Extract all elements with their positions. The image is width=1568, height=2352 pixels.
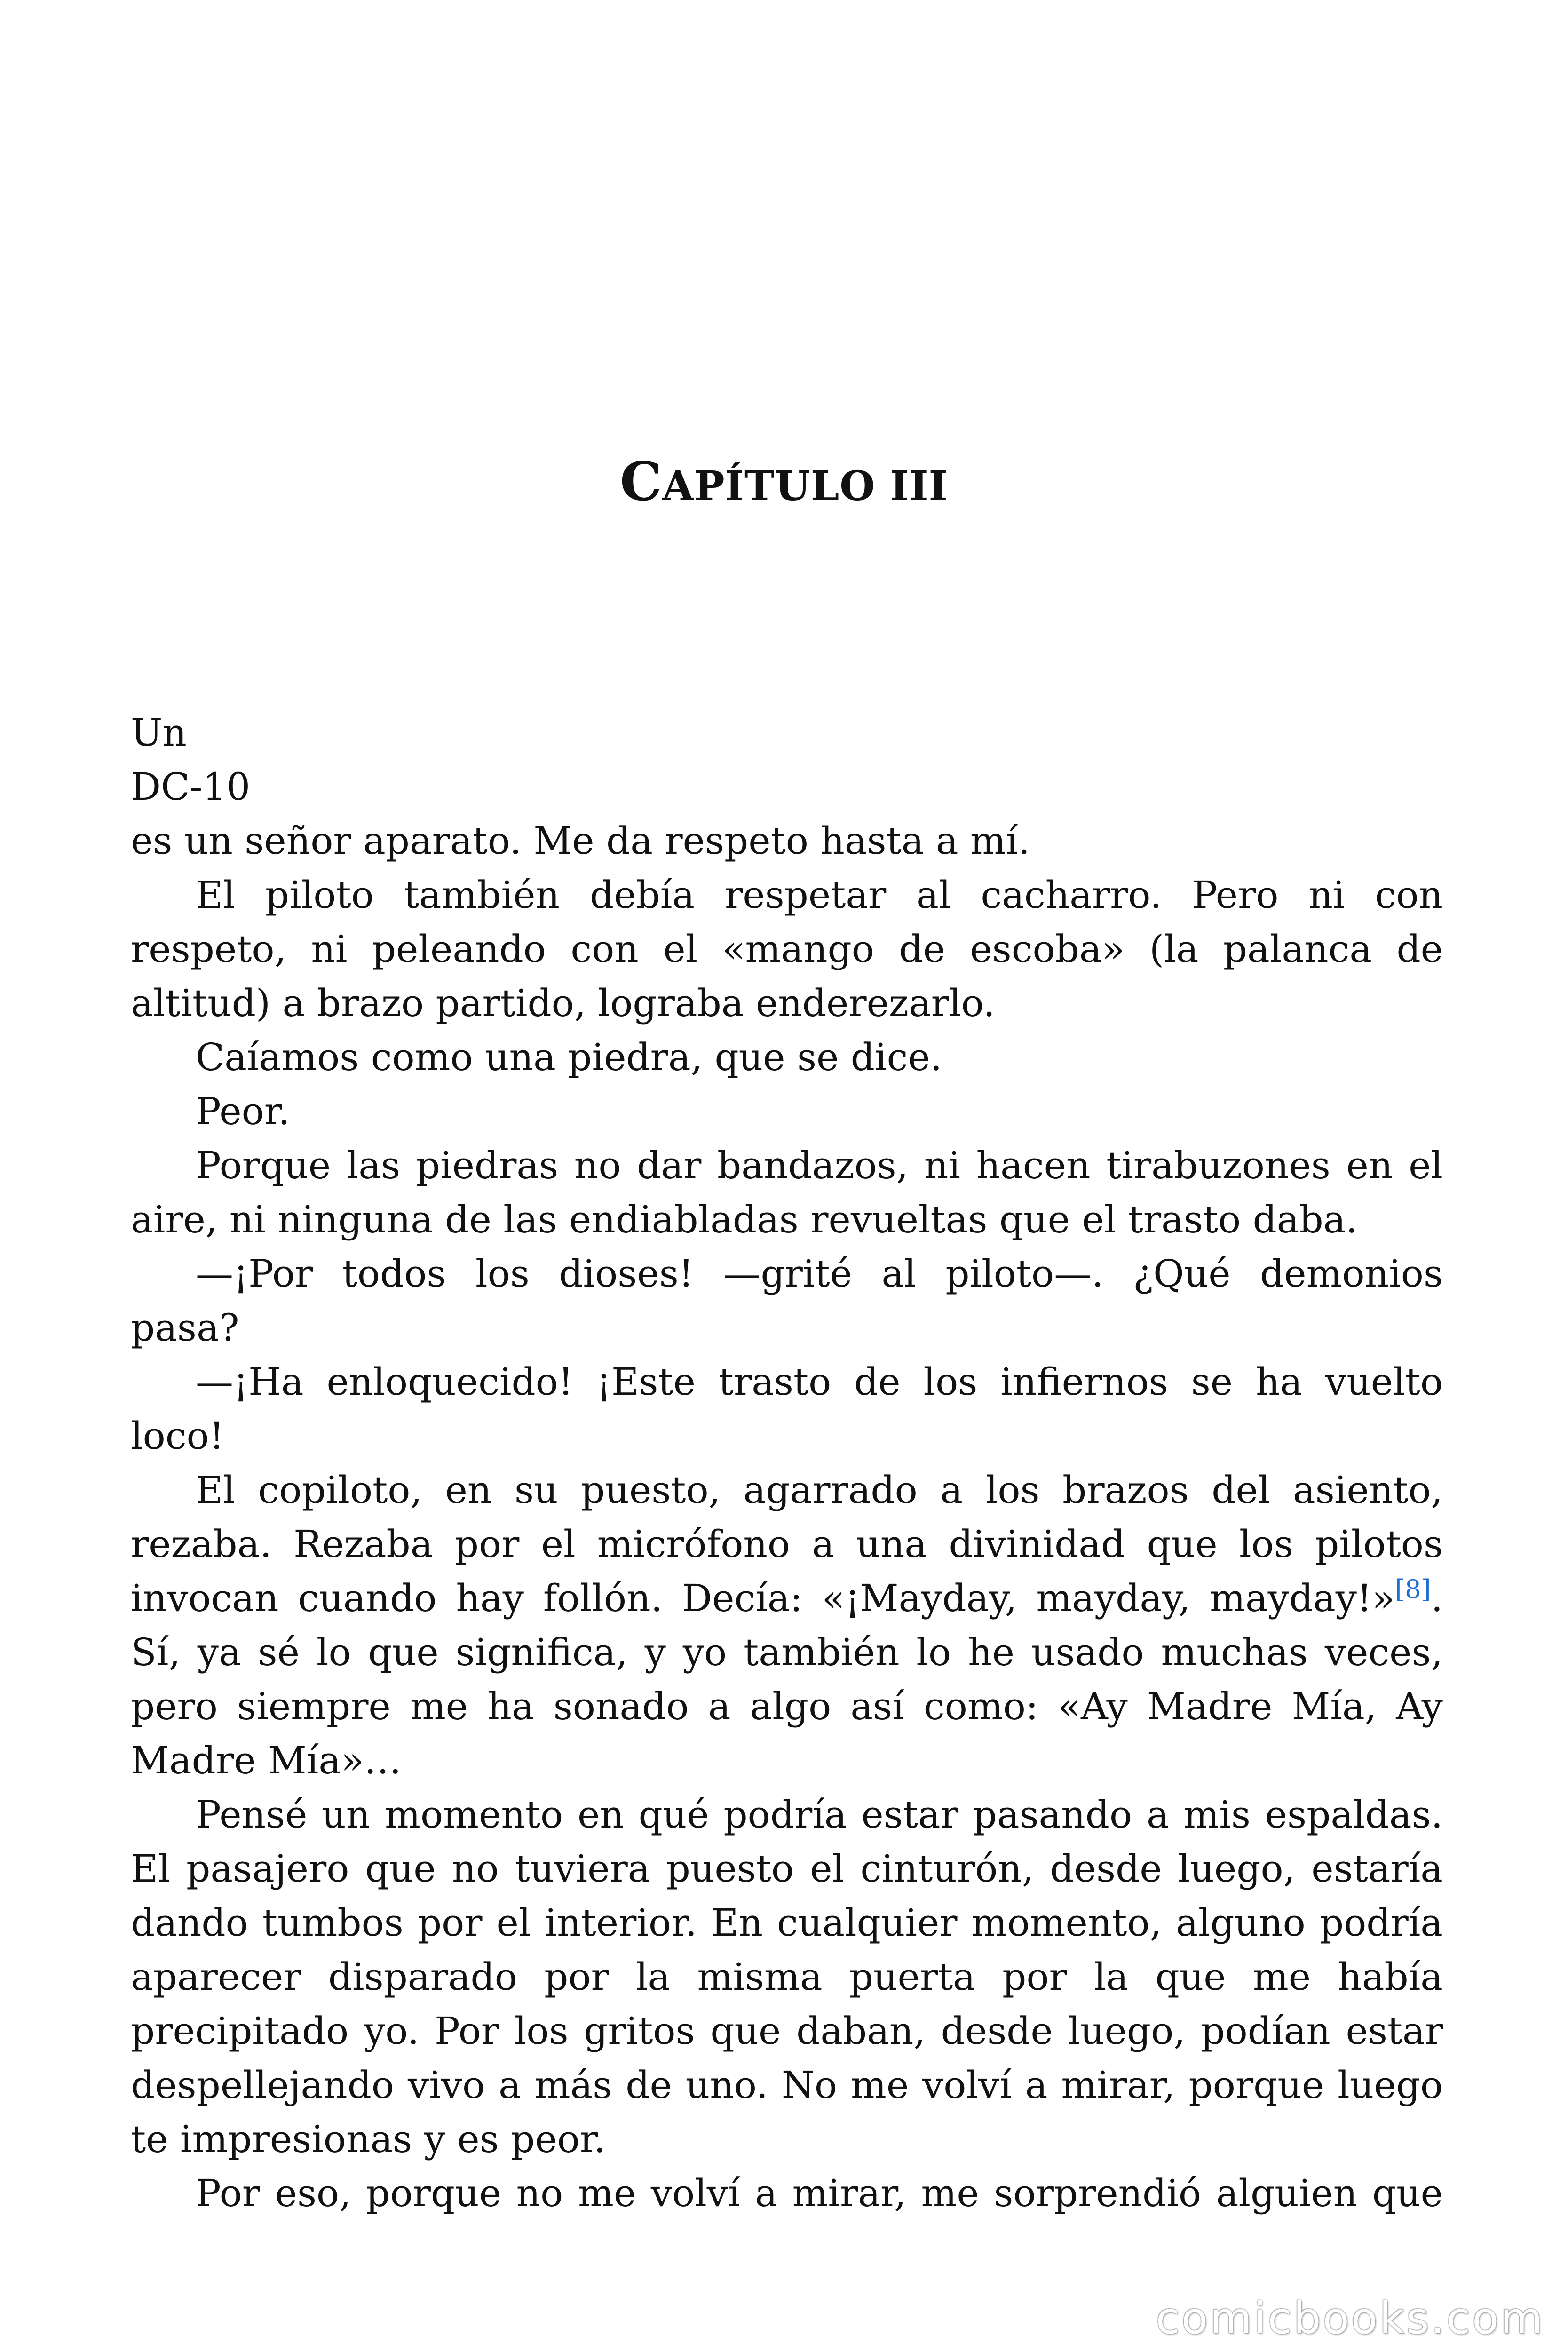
text-line: Caíamos como una piedra, que se dice. — [196, 1035, 942, 1079]
text-line: altitud) a brazo partido, lograba enderezarlo. — [131, 981, 995, 1025]
text-segment: . — [1431, 1576, 1443, 1620]
text-line-with-footnote — [131, 1571, 1443, 1625]
text-line: rezaba. Rezaba por el micrófono a una divinidad que los pilotos — [131, 1522, 1443, 1566]
text-line: te impresionas y es peor. — [131, 2117, 606, 2161]
text-line: El copiloto, en su puesto, agarrado a los brazos del asiento, — [196, 1468, 1443, 1512]
text-line: pero siempre me ha sonado a algo así como: «Ay Madre Mía, Ay — [131, 1685, 1443, 1728]
footnote-link[interactable]: [8] — [1395, 1574, 1431, 1604]
text-line: despellejando vivo a más de uno. No me volví a mirar, porque luego — [131, 2063, 1443, 2107]
text-line: Pensé un momento en qué podría estar pasando a mis espaldas. — [196, 1793, 1443, 1836]
text-line: Peor. — [196, 1089, 290, 1133]
text-line: dando tumbos por el interior. En cualquier momento, alguno podría — [131, 1901, 1443, 1945]
text-line: aparecer disparado por la misma puerta por la que me había — [131, 1955, 1443, 1999]
text-line: Por eso, porque no me volví a mirar, me sorprendió alguien que — [196, 2171, 1443, 2215]
text-line: loco! — [131, 1414, 224, 1458]
chapter-title-rest: APÍTULO III — [662, 462, 948, 510]
text-line: DC-10 — [131, 765, 251, 809]
text-line: aire, ni ninguna de las endiabladas revueltas que el trasto daba. — [131, 1198, 1358, 1241]
text-line: Porque las piedras no dar bandazos, ni hacen tirabuzones en el — [196, 1144, 1443, 1187]
text-line: pasa? — [131, 1306, 239, 1350]
text-line: respeto, ni peleando con el «mango de escoba» (la palanca de — [131, 927, 1443, 971]
text-line: Madre Mía»… — [131, 1739, 402, 1782]
text-line: —¡Por todos los dioses! —grité al piloto—. ¿Qué demonios — [196, 1252, 1443, 1295]
text-segment: invocan cuando hay follón. Decía: «¡Mayday, mayday, mayday!» — [131, 1576, 1395, 1620]
text-line: El pasajero que no tuviera puesto el cinturón, desde luego, estaría — [131, 1847, 1443, 1891]
watermark: comicbooks.com — [1156, 2293, 1544, 2344]
text-line: El piloto también debía respetar al cacharro. Pero ni con — [196, 873, 1443, 917]
text-line: es un señor aparato. Me da respeto hasta a mí. — [131, 819, 1030, 863]
text-line: Sí, ya sé lo que significa, y yo también lo he usado muchas veces, — [131, 1630, 1443, 1674]
text-line: —¡Ha enloquecido! ¡Este trasto de los infiernos se ha vuelto — [196, 1360, 1443, 1404]
text-line: precipitado yo. Por los gritos que daban, desde luego, podían estar — [131, 2009, 1443, 2053]
body-text — [131, 706, 1443, 2220]
text-line: Un — [131, 711, 187, 755]
chapter-title-initial: C — [620, 451, 663, 513]
chapter-title — [0, 451, 1568, 513]
